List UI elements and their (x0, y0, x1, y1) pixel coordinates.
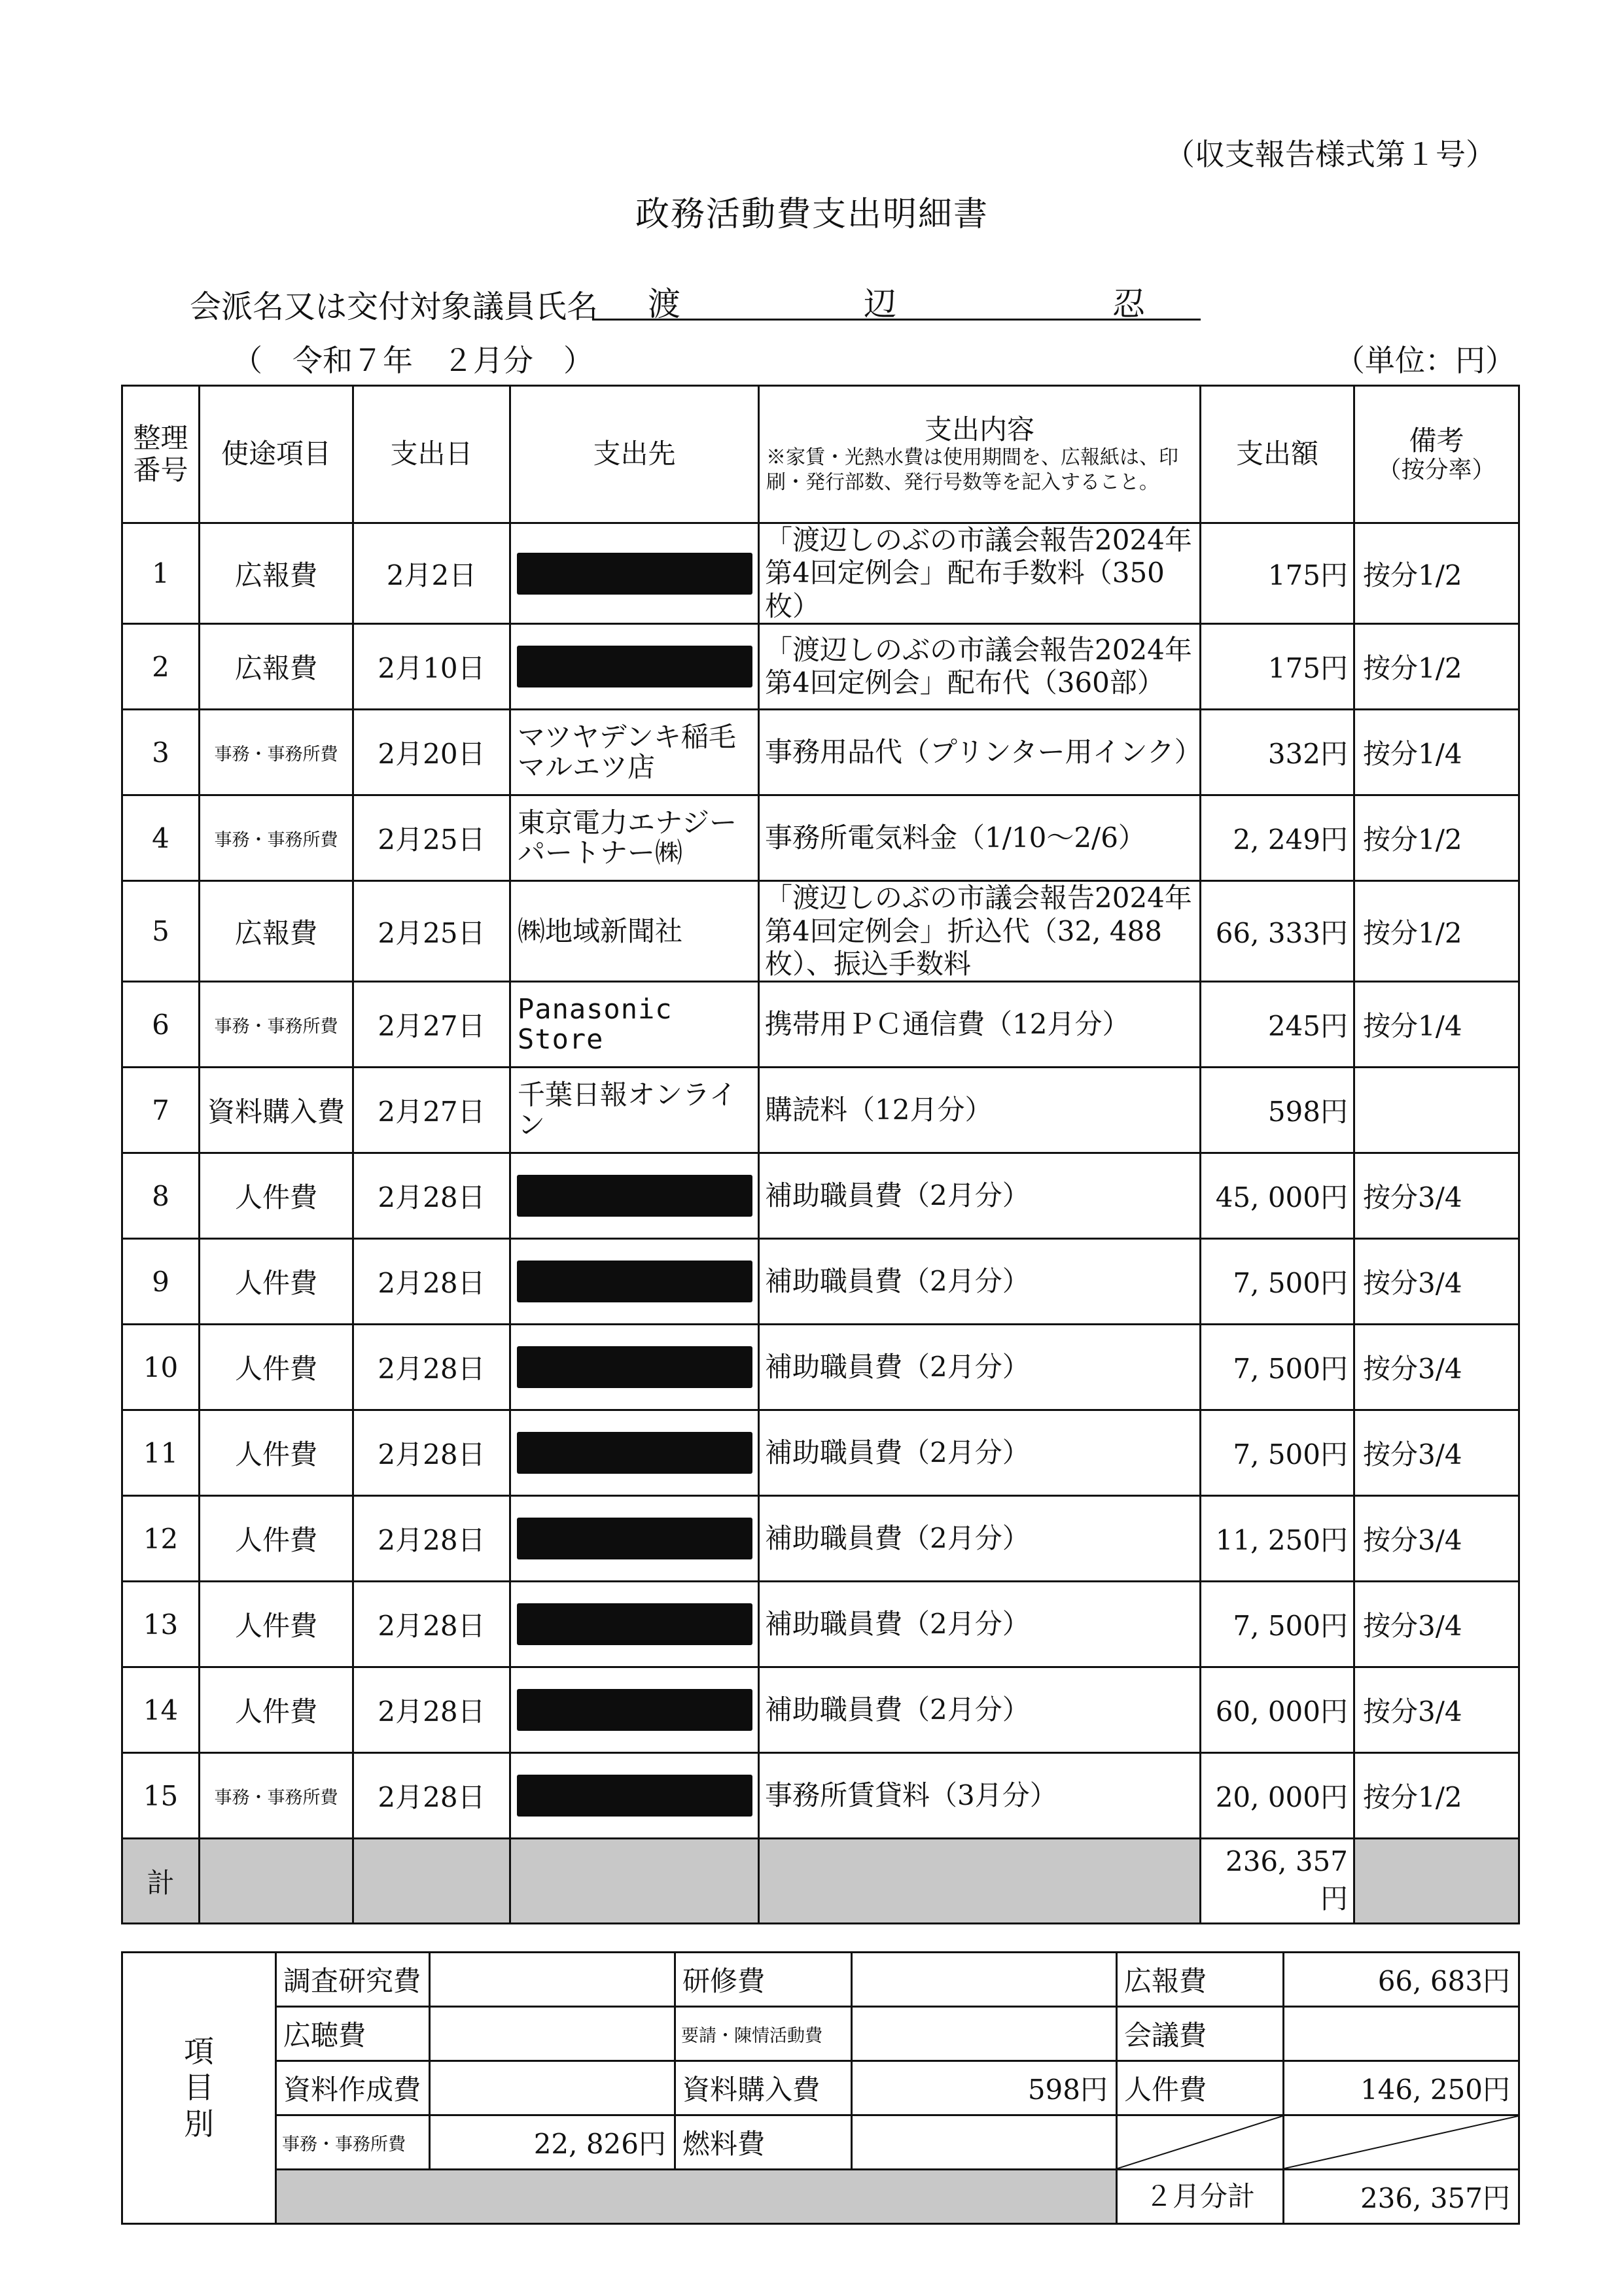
summary-side-label: 項目別 (122, 1953, 276, 2224)
row-date: 2月28日 (353, 1239, 510, 1325)
summary-training-label: 研修費 (675, 1953, 852, 2007)
table-row (122, 1068, 1519, 1153)
redaction-bar (517, 1775, 752, 1817)
row-content: 購読料（12月分） (759, 1068, 1201, 1153)
summary-fuel-label: 燃料費 (675, 2115, 852, 2170)
row-category: 人件費 (200, 1496, 353, 1582)
row-no: 1 (122, 523, 200, 624)
summary-personnel-value: 146, 250円 (1284, 2061, 1519, 2115)
summary-research-label: 調査研究費 (276, 1953, 430, 2007)
header-date: 支出日 (353, 386, 510, 523)
row-date: 2月20日 (353, 710, 510, 795)
row-amount: 66, 333円 (1201, 881, 1354, 982)
row-amount: 11, 250円 (1201, 1496, 1354, 1582)
summary-petition-label: 要請・陳情活動費 (675, 2007, 852, 2061)
summary-month-total-label: ２月分計 (1117, 2170, 1284, 2224)
table-row (122, 710, 1519, 795)
row-category: 人件費 (200, 1239, 353, 1325)
header-remarks (1354, 386, 1519, 523)
row-content: 事務用品代（プリンター用インク） (759, 710, 1201, 795)
row-payee (510, 1496, 759, 1582)
row-amount: 245円 (1201, 982, 1354, 1068)
row-remarks: 按分1/2 (1354, 795, 1519, 881)
document-title: 政務活動費支出明細書 (635, 195, 989, 234)
row-payee (510, 1582, 759, 1667)
table-row (122, 1496, 1519, 1582)
summary-materials-making-label: 資料作成費 (276, 2061, 430, 2115)
row-no: 5 (122, 881, 200, 982)
table-row (122, 1410, 1519, 1496)
row-date: 2月27日 (353, 982, 510, 1068)
row-content: 事務所賃貸料（3月分） (759, 1753, 1201, 1839)
row-amount: 332円 (1201, 710, 1354, 795)
row-content: 補助職員費（2月分） (759, 1582, 1201, 1667)
row-category: 人件費 (200, 1582, 353, 1667)
summary-office-label: 事務・事務所費 (276, 2115, 430, 2170)
total-blank (353, 1839, 510, 1924)
row-remarks: 按分3/4 (1354, 1239, 1519, 1325)
row-content: 補助職員費（2月分） (759, 1325, 1201, 1410)
row-content: 「渡辺しのぶの市議会報告2024年第4回定例会」配布代（360部） (759, 624, 1201, 710)
row-content: 携帯用ＰＣ通信費（12月分） (759, 982, 1201, 1068)
row-amount: 175円 (1201, 624, 1354, 710)
row-payee (510, 1153, 759, 1239)
total-amount: 236, 357円 (1201, 1839, 1354, 1924)
row-category: 人件費 (200, 1667, 353, 1753)
row-remarks: 按分3/4 (1354, 1410, 1519, 1496)
name-underline (592, 319, 1201, 321)
total-row (122, 1839, 1519, 1924)
row-remarks: 按分1/2 (1354, 1753, 1519, 1839)
row-content: 補助職員費（2月分） (759, 1496, 1201, 1582)
summary-office-value: 22, 826円 (430, 2115, 675, 2170)
row-content: 「渡辺しのぶの市議会報告2024年第4回定例会」折込代（32, 488枚）、振込手数料 (759, 881, 1201, 982)
row-content: 補助職員費（2月分） (759, 1239, 1201, 1325)
row-payee (510, 1410, 759, 1496)
row-no: 10 (122, 1325, 200, 1410)
row-category: 事務・事務所費 (200, 710, 353, 795)
table-row (122, 1325, 1519, 1410)
row-no: 11 (122, 1410, 200, 1496)
total-blank (510, 1839, 759, 1924)
header-payee: 支出先 (510, 386, 759, 523)
table-row (122, 1667, 1519, 1753)
summary-materials-purchase-label: 資料購入費 (675, 2061, 852, 2115)
row-payee (510, 1667, 759, 1753)
member-name-char-2: 辺 (864, 285, 896, 323)
row-remarks: 按分1/4 (1354, 710, 1519, 795)
row-date: 2月10日 (353, 624, 510, 710)
row-content: 「渡辺しのぶの市議会報告2024年第4回定例会」配布手数料（350枚） (759, 523, 1201, 624)
row-amount: 7, 500円 (1201, 1325, 1354, 1410)
summary-petition-value (852, 2007, 1117, 2061)
header-content (759, 386, 1201, 523)
table-row (122, 1582, 1519, 1667)
row-date: 2月27日 (353, 1068, 510, 1153)
row-date: 2月28日 (353, 1667, 510, 1753)
row-payee: ㈱地域新聞社 (510, 881, 759, 982)
row-date: 2月25日 (353, 795, 510, 881)
header-content-title: 支出内容 (924, 413, 1034, 445)
summary-hearing-value (430, 2007, 675, 2061)
row-category: 事務・事務所費 (200, 795, 353, 881)
redaction-bar (517, 1432, 752, 1474)
row-date: 2月28日 (353, 1325, 510, 1410)
table-row (122, 982, 1519, 1068)
row-payee (510, 1325, 759, 1410)
row-remarks: 按分1/2 (1354, 624, 1519, 710)
row-amount: 598円 (1201, 1068, 1354, 1153)
summary-pr-label: 広報費 (1117, 1953, 1284, 2007)
summary-table (121, 1951, 1520, 2225)
summary-materials-purchase-value: 598円 (852, 2061, 1117, 2115)
summary-meeting-value (1284, 2007, 1519, 2061)
row-category: 事務・事務所費 (200, 1753, 353, 1839)
row-category: 広報費 (200, 881, 353, 982)
row-category: 人件費 (200, 1410, 353, 1496)
summary-hearing-label: 広聴費 (276, 2007, 430, 2061)
row-date: 2月28日 (353, 1153, 510, 1239)
row-category: 広報費 (200, 523, 353, 624)
row-remarks: 按分3/4 (1354, 1496, 1519, 1582)
header-remarks-title: 備考 (1409, 424, 1464, 457)
row-amount: 7, 500円 (1201, 1239, 1354, 1325)
total-blank (1354, 1839, 1519, 1924)
table-row (122, 523, 1519, 624)
header-remarks-sub: （按分率） (1377, 456, 1496, 483)
row-remarks: 按分1/2 (1354, 523, 1519, 624)
row-date: 2月28日 (353, 1753, 510, 1839)
row-payee: 東京電力エナジーパートナー㈱ (510, 795, 759, 881)
summary-shaded-area (276, 2170, 1117, 2224)
row-date: 2月28日 (353, 1410, 510, 1496)
row-category: 人件費 (200, 1325, 353, 1410)
header-content-note: ※家賃・光熱水費は使用期間を、広報紙は、印刷・発行部数、発行号数等を記入すること。 (766, 446, 1178, 494)
row-date: 2月2日 (353, 523, 510, 624)
row-payee: 千葉日報オンライン (510, 1068, 759, 1153)
total-blank (200, 1839, 353, 1924)
row-date: 2月28日 (353, 1496, 510, 1582)
header-amount: 支出額 (1201, 386, 1354, 523)
total-label: 計 (122, 1839, 200, 1924)
redaction-bar (517, 1346, 752, 1388)
row-payee (510, 624, 759, 710)
row-no: 8 (122, 1153, 200, 1239)
row-no: 6 (122, 982, 200, 1068)
table-row (122, 795, 1519, 881)
row-payee (510, 1239, 759, 1325)
expense-table (121, 385, 1520, 1924)
table-row (122, 881, 1519, 982)
row-remarks (1354, 1068, 1519, 1153)
diagonal-strike-icon (1284, 2116, 1518, 2168)
redaction-bar (517, 1175, 752, 1217)
redaction-bar (517, 553, 752, 595)
row-no: 2 (122, 624, 200, 710)
row-category: 広報費 (200, 624, 353, 710)
redaction-bar (517, 1603, 752, 1645)
header-no: 整理番号 (122, 386, 200, 523)
name-label: 会派名又は交付対象議員氏名 (190, 288, 599, 325)
report-period: （ 令和７年 ２月分 ） (232, 343, 593, 378)
row-content: 事務所電気料金（1/10～2/6） (759, 795, 1201, 881)
summary-blank-cell-1 (1117, 2115, 1284, 2170)
row-amount: 2, 249円 (1201, 795, 1354, 881)
row-no: 12 (122, 1496, 200, 1582)
summary-pr-value: 66, 683円 (1284, 1953, 1519, 2007)
table-row (122, 624, 1519, 710)
row-category: 人件費 (200, 1153, 353, 1239)
unit-label: （単位：円） (1335, 343, 1515, 378)
header-category: 使途項目 (200, 386, 353, 523)
row-payee (510, 523, 759, 624)
row-no: 4 (122, 795, 200, 881)
row-no: 13 (122, 1582, 200, 1667)
row-content: 補助職員費（2月分） (759, 1410, 1201, 1496)
row-remarks: 按分3/4 (1354, 1153, 1519, 1239)
row-amount: 7, 500円 (1201, 1410, 1354, 1496)
row-amount: 20, 000円 (1201, 1753, 1354, 1839)
table-header-row (122, 386, 1519, 523)
summary-materials-making-value (430, 2061, 675, 2115)
row-no: 15 (122, 1753, 200, 1839)
row-remarks: 按分1/4 (1354, 982, 1519, 1068)
row-amount: 7, 500円 (1201, 1582, 1354, 1667)
table-row (122, 1239, 1519, 1325)
row-amount: 175円 (1201, 523, 1354, 624)
member-name-char-1: 渡 (648, 285, 680, 323)
row-category: 資料購入費 (200, 1068, 353, 1153)
row-no: 9 (122, 1239, 200, 1325)
row-remarks: 按分1/2 (1354, 881, 1519, 982)
row-no: 7 (122, 1068, 200, 1153)
row-no: 3 (122, 710, 200, 795)
row-payee: マツヤデンキ稲毛マルエツ店 (510, 710, 759, 795)
summary-fuel-value (852, 2115, 1117, 2170)
member-name-char-3: 忍 (1112, 285, 1145, 323)
redaction-bar (517, 1261, 752, 1302)
row-remarks: 按分3/4 (1354, 1582, 1519, 1667)
row-content: 補助職員費（2月分） (759, 1153, 1201, 1239)
row-payee: Panasonic Store (510, 982, 759, 1068)
summary-month-total-value: 236, 357円 (1284, 2170, 1519, 2224)
table-row (122, 1153, 1519, 1239)
summary-blank-cell-2 (1284, 2115, 1519, 2170)
form-number: （収支報告様式第１号） (1165, 137, 1496, 172)
row-date: 2月25日 (353, 881, 510, 982)
row-remarks: 按分3/4 (1354, 1325, 1519, 1410)
redaction-bar (517, 1518, 752, 1559)
row-date: 2月28日 (353, 1582, 510, 1667)
total-blank (759, 1839, 1201, 1924)
row-remarks: 按分3/4 (1354, 1667, 1519, 1753)
summary-personnel-label: 人件費 (1117, 2061, 1284, 2115)
row-amount: 45, 000円 (1201, 1153, 1354, 1239)
row-category: 事務・事務所費 (200, 982, 353, 1068)
diagonal-strike-icon (1118, 2116, 1282, 2168)
summary-training-value (852, 1953, 1117, 2007)
summary-research-value (430, 1953, 675, 2007)
summary-meeting-label: 会議費 (1117, 2007, 1284, 2061)
row-payee (510, 1753, 759, 1839)
row-content: 補助職員費（2月分） (759, 1667, 1201, 1753)
row-no: 14 (122, 1667, 200, 1753)
redaction-bar (517, 646, 752, 687)
table-row (122, 1753, 1519, 1839)
row-amount: 60, 000円 (1201, 1667, 1354, 1753)
redaction-bar (517, 1689, 752, 1731)
